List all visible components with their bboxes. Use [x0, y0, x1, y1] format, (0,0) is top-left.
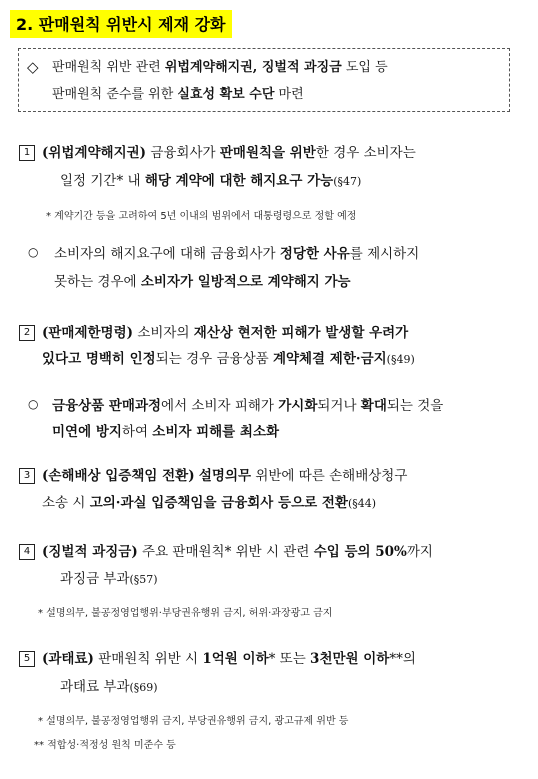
circle-bullet-icon: ○ [28, 245, 39, 259]
item-1-sub-line-1: 소비자의 해지요구에 대해 금융회사가 정당한 사유를 제시하지 [54, 246, 420, 262]
item-3-line-1: (손해배상 입증책임 전환) 설명의무 위반에 따른 손해배상청구 [42, 468, 408, 484]
item-2-line-2: 있다고 명백히 인정되는 경우 금융상품 계약체결 제한·금지(§49) [42, 351, 415, 367]
summary-box [18, 48, 510, 112]
item-4-footnote: * 설명의무, 불공정영업행위·부당권유행위 금지, 허위·과장광고 금지 [38, 608, 333, 619]
item-4-line-2: 과징금 부과(§57) [60, 571, 158, 587]
item-4-line-1: (징벌적 과징금) 주요 판매원칙* 위반 시 관련 수입 등의 50%까지 [42, 544, 433, 560]
item-1-sub-line-2: 못하는 경우에 소비자가 일방적으로 계약해지 가능 [54, 274, 351, 290]
section-title: 2. 판매원칙 위반시 제재 강화 [10, 10, 232, 38]
item-1-line-2: 일정 기간* 내 해당 계약에 대한 해지요구 가능(§47) [60, 173, 362, 189]
item-2-line-1: (판매제한명령) 소비자의 재산상 현저한 피해가 발생할 우려가 [42, 325, 409, 341]
item-5-footnote-1: * 설명의무, 불공정영업행위 금지, 부당권유행위 금지, 광고규제 위반 등 [38, 716, 349, 727]
item-3-line-2: 소송 시 고의·과실 입증책임을 금융회사 등으로 전환(§44) [42, 495, 377, 511]
item-5-footnote-2: ** 적합성·적정성 원칙 미준수 등 [34, 740, 176, 751]
item-2-sub-line-1: 금융상품 판매과정에서 소비자 피해가 가시화되거나 확대되는 것을 [52, 398, 444, 414]
circle-bullet-icon: ○ [28, 397, 39, 411]
summary-line-2: 판매원칙 준수를 위한 실효성 확보 수단 마련 [52, 87, 304, 102]
summary-line-1: 판매원칙 위반 관련 위법계약해지권, 징벌적 과징금 도입 등 [52, 60, 388, 75]
diamond-bullet-icon: ◇ [27, 58, 39, 76]
item-2-sub-line-2: 미연에 방지하여 소비자 피해를 최소화 [52, 424, 280, 440]
item-5-line-1: (과태료) 판매원칙 위반 시 1억원 이하* 또는 3천만원 이하**의 [42, 651, 416, 667]
item-number-3: 3 [19, 468, 35, 484]
item-number-2: 2 [19, 325, 35, 341]
item-1-line-1: (위법계약해지권) 금융회사가 판매원칙을 위반한 경우 소비자는 [42, 145, 416, 161]
item-number-5: 5 [19, 651, 35, 667]
item-number-4: 4 [19, 544, 35, 560]
item-5-line-2: 과태료 부과(§69) [60, 679, 158, 695]
item-1-footnote: * 계약기간 등을 고려하여 5년 이내의 범위에서 대통령령으로 정할 예정 [46, 211, 357, 222]
item-number-1: 1 [19, 145, 35, 161]
